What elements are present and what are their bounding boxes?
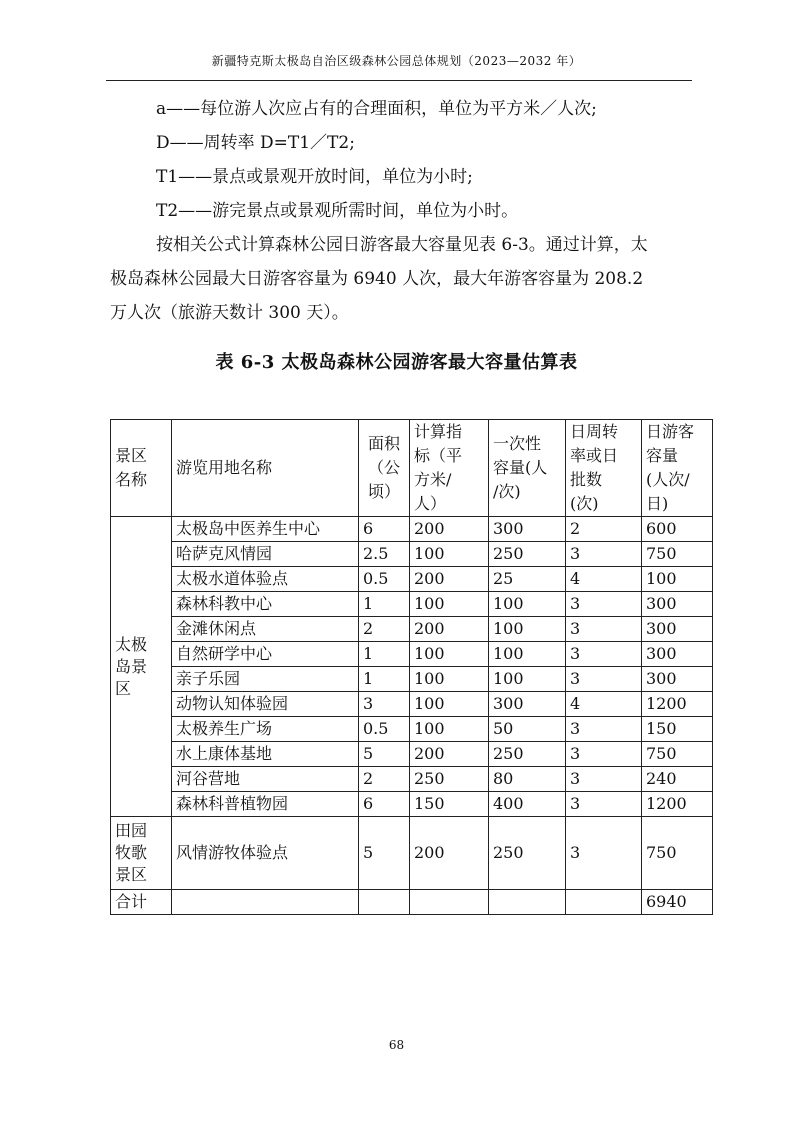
cell-area: 1 [359,642,410,667]
cell-turnover: 3 [566,817,642,890]
cell-index: 200 [410,617,489,642]
cell-name: 风情游牧体验点 [172,817,359,890]
cell-index: 200 [410,517,489,542]
header-line: 批数 [570,470,603,489]
zone-line: 田园 [115,821,148,840]
table-row [111,592,713,617]
header-line: 面积 [367,434,400,453]
table-total-row [111,890,713,915]
header-line: (人次/ [646,470,690,489]
cell-name: 森林科教中心 [172,592,359,617]
cell-name: 自然研学中心 [172,642,359,667]
cell-once-capacity: 100 [489,642,566,667]
cell-index: 100 [410,592,489,617]
cell-turnover: 3 [566,617,642,642]
zone-line: 牧歌 [115,843,148,862]
calc-paragraph-line-3: 万人次（旅游天数计 300 天）。 [110,303,349,323]
calc-paragraph-line-2: 极岛森林公园最大日游客容量为 6940 人次，最大年游客容量为 208.2 [110,269,644,289]
header-line: 日) [646,494,669,513]
cell-area: 5 [359,742,410,767]
table-row [111,542,713,567]
header-line: 人） [414,494,447,513]
cell-empty [566,890,642,915]
cell-turnover: 3 [566,542,642,567]
table-row [111,817,713,890]
cell-daily-capacity: 240 [642,767,713,792]
cell-daily-capacity: 150 [642,717,713,742]
header-line: 一次性 [493,434,542,453]
cell-once-capacity: 300 [489,692,566,717]
header-line: 容量 [646,446,679,465]
definition-t1: T1——景点或景观开放时间，单位为小时; [156,167,473,187]
cell-daily-capacity: 1200 [642,792,713,817]
cell-once-capacity: 400 [489,792,566,817]
table-row [111,667,713,692]
header-line: 率或日 [570,446,619,465]
table-row [111,617,713,642]
cell-turnover: 4 [566,692,642,717]
cell-total-value: 6940 [642,890,713,915]
zone-line: 景区 [115,865,148,884]
cell-zone [111,817,172,890]
table-row [111,567,713,592]
header-line: 顷） [367,482,400,501]
header-index [410,420,489,517]
cell-index: 100 [410,542,489,567]
cell-once-capacity: 250 [489,542,566,567]
cell-once-capacity: 250 [489,817,566,890]
cell-turnover: 3 [566,717,642,742]
cell-index: 100 [410,692,489,717]
cell-index: 100 [410,642,489,667]
cell-index: 150 [410,792,489,817]
cell-empty [359,890,410,915]
header-line: /次) [493,482,521,501]
cell-area: 2 [359,767,410,792]
header-line: 日周转 [570,422,619,441]
zone-line: 区 [115,678,132,698]
header-line: (次) [570,494,599,513]
cell-area: 1 [359,667,410,692]
cell-turnover: 2 [566,517,642,542]
cell-name: 太极水道体验点 [172,567,359,592]
cell-turnover: 3 [566,792,642,817]
cell-area: 5 [359,817,410,890]
cell-daily-capacity: 750 [642,542,713,567]
cell-area: 0.5 [359,567,410,592]
header-zone [111,420,172,517]
cell-name: 河谷营地 [172,767,359,792]
header-line: 方米/ [414,470,452,489]
header-daily-capacity [642,420,713,517]
definition-t2: T2——游完景点或景观所需时间，单位为小时。 [156,201,519,221]
cell-once-capacity: 25 [489,567,566,592]
page-header: 新疆特克斯太极岛自治区级森林公园总体规划（2023—2032 年） [211,54,582,68]
cell-turnover: 3 [566,592,642,617]
cell-area: 1 [359,592,410,617]
zone-line: 岛景 [115,656,148,676]
definition-d: D——周转率 D=T1／T2; [156,133,355,153]
zone-line: 太极 [115,634,148,654]
cell-index: 250 [410,767,489,792]
header-line: 游览用地名称 [176,458,273,477]
table-row [111,692,713,717]
cell-daily-capacity: 100 [642,567,713,592]
header-line: 容量(人 [493,458,548,477]
cell-daily-capacity: 750 [642,742,713,767]
header-name [172,420,359,517]
cell-index: 100 [410,667,489,692]
header-rule [106,80,692,81]
cell-index: 200 [410,817,489,890]
table-row [111,742,713,767]
cell-name: 动物认知体验园 [172,692,359,717]
cell-area: 2.5 [359,542,410,567]
cell-name: 金滩休闲点 [172,617,359,642]
cell-once-capacity: 80 [489,767,566,792]
table-row [111,517,713,542]
cell-empty [172,890,359,915]
cell-once-capacity: 50 [489,717,566,742]
cell-empty [489,890,566,915]
header-line: 日游客 [646,422,695,441]
header-line: 标（平 [414,446,463,465]
cell-once-capacity: 100 [489,592,566,617]
capacity-table [110,419,713,915]
cell-index: 200 [410,567,489,592]
cell-daily-capacity: 300 [642,592,713,617]
cell-daily-capacity: 300 [642,667,713,692]
cell-name: 森林科普植物园 [172,792,359,817]
table-row [111,792,713,817]
cell-daily-capacity: 600 [642,517,713,542]
cell-once-capacity: 300 [489,517,566,542]
cell-total-label: 合计 [111,890,172,915]
cell-area: 3 [359,692,410,717]
table-row [111,642,713,667]
cell-daily-capacity: 300 [642,617,713,642]
cell-turnover: 4 [566,567,642,592]
header-line: 名称 [115,470,148,489]
cell-once-capacity: 100 [489,667,566,692]
table-title: 表 6-3 太极岛森林公园游客最大容量估算表 [215,352,578,373]
cell-area: 2 [359,617,410,642]
cell-daily-capacity: 300 [642,642,713,667]
definition-a: a——每位游人次应占有的合理面积，单位为平方米／人次; [156,99,597,119]
cell-turnover: 3 [566,667,642,692]
header-turnover [566,420,642,517]
table-row [111,767,713,792]
cell-name: 太极养生广场 [172,717,359,742]
cell-area: 0.5 [359,717,410,742]
table-header-row [111,420,713,517]
cell-daily-capacity: 750 [642,817,713,890]
cell-once-capacity: 250 [489,742,566,767]
cell-daily-capacity: 1200 [642,692,713,717]
cell-index: 200 [410,742,489,767]
cell-area: 6 [359,517,410,542]
table-row [111,717,713,742]
cell-once-capacity: 100 [489,617,566,642]
cell-name: 水上康体基地 [172,742,359,767]
cell-turnover: 3 [566,767,642,792]
cell-name: 太极岛中医养生中心 [172,517,359,542]
calc-paragraph-line-1: 按相关公式计算森林公园日游客最大容量见表 6-3。通过计算，太 [156,235,648,255]
header-once-capacity [489,420,566,517]
header-line: 计算指 [414,422,463,441]
cell-index: 100 [410,717,489,742]
page-number: 68 [388,1038,405,1052]
header-line: 景区 [115,446,148,465]
header-area [359,420,410,517]
cell-zone [111,517,172,817]
cell-name: 哈萨克风情园 [172,542,359,567]
cell-area: 6 [359,792,410,817]
cell-name: 亲子乐园 [172,667,359,692]
cell-empty [410,890,489,915]
definitions-block [110,92,690,330]
cell-turnover: 3 [566,642,642,667]
header-line: （公 [367,458,400,477]
cell-turnover: 3 [566,742,642,767]
